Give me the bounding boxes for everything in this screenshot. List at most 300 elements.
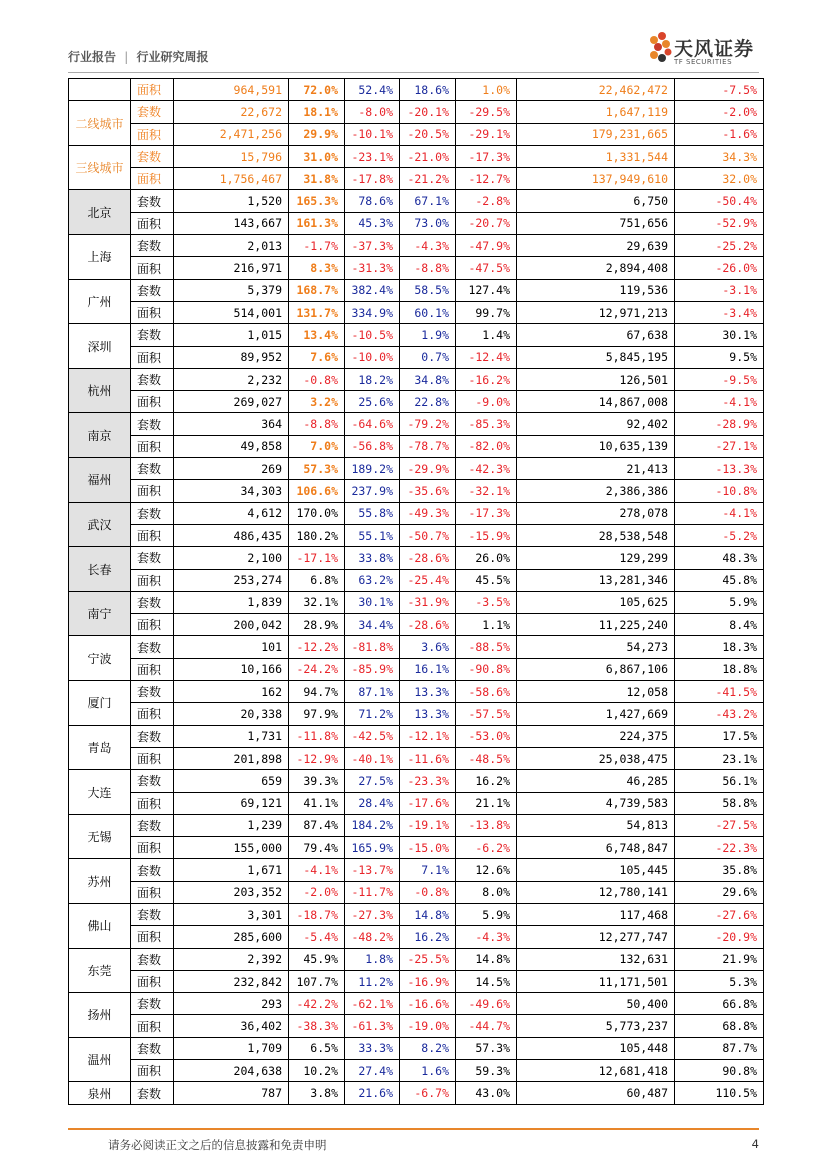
value-cell: -8.8% bbox=[400, 257, 456, 279]
value-cell: -12.4% bbox=[456, 346, 517, 368]
value-cell: -21.2% bbox=[400, 168, 456, 190]
value-cell: 1,520 bbox=[174, 190, 289, 212]
value-cell: 58.8% bbox=[675, 792, 764, 814]
value-cell: -47.9% bbox=[456, 235, 517, 257]
city-name-cell: 武汉 bbox=[69, 502, 131, 547]
value-cell: 50,400 bbox=[517, 993, 675, 1015]
value-cell: 18.1% bbox=[289, 101, 345, 123]
metric-cell: 套数 bbox=[131, 235, 174, 257]
value-cell: 5,773,237 bbox=[517, 1015, 675, 1037]
value-cell: 204,638 bbox=[174, 1060, 289, 1082]
value-cell: 31.0% bbox=[289, 145, 345, 167]
metric-cell: 面积 bbox=[131, 1060, 174, 1082]
value-cell: 105,448 bbox=[517, 1037, 675, 1059]
value-cell: -78.7% bbox=[400, 435, 456, 457]
value-cell: 92,402 bbox=[517, 413, 675, 435]
value-cell: 4,739,583 bbox=[517, 792, 675, 814]
value-cell: 63.2% bbox=[345, 569, 400, 591]
value-cell: 3.6% bbox=[400, 636, 456, 658]
value-cell: -53.0% bbox=[456, 725, 517, 747]
logo-name: 天风证券 bbox=[674, 38, 755, 60]
metric-cell: 套数 bbox=[131, 145, 174, 167]
value-cell: 7.0% bbox=[289, 435, 345, 457]
value-cell: 232,842 bbox=[174, 970, 289, 992]
value-cell: 16.2% bbox=[456, 770, 517, 792]
metric-cell: 面积 bbox=[131, 837, 174, 859]
value-cell: 8.3% bbox=[289, 257, 345, 279]
metric-cell: 面积 bbox=[131, 569, 174, 591]
value-cell: 137,949,610 bbox=[517, 168, 675, 190]
value-cell: -2.0% bbox=[675, 101, 764, 123]
value-cell: -19.1% bbox=[400, 814, 456, 836]
value-cell: 127.4% bbox=[456, 279, 517, 301]
value-cell: 659 bbox=[174, 770, 289, 792]
metric-cell: 套数 bbox=[131, 368, 174, 390]
metric-cell: 面积 bbox=[131, 747, 174, 769]
value-cell: -25.2% bbox=[675, 235, 764, 257]
value-cell: 33.8% bbox=[345, 547, 400, 569]
value-cell: -5.4% bbox=[289, 926, 345, 948]
city-name-cell: 南京 bbox=[69, 413, 131, 458]
value-cell: 1,331,544 bbox=[517, 145, 675, 167]
value-cell: -9.0% bbox=[456, 391, 517, 413]
value-cell: 293 bbox=[174, 993, 289, 1015]
city-name-cell: 长春 bbox=[69, 547, 131, 592]
value-cell: -85.9% bbox=[345, 658, 400, 680]
value-cell: 486,435 bbox=[174, 524, 289, 546]
value-cell: 22.8% bbox=[400, 391, 456, 413]
city-name-cell: 深圳 bbox=[69, 324, 131, 369]
value-cell: 21.9% bbox=[675, 948, 764, 970]
value-cell: 27.4% bbox=[345, 1060, 400, 1082]
value-cell: 7.6% bbox=[289, 346, 345, 368]
value-cell: 12,277,747 bbox=[517, 926, 675, 948]
metric-cell: 面积 bbox=[131, 1015, 174, 1037]
table-row bbox=[69, 747, 764, 769]
value-cell: 132,631 bbox=[517, 948, 675, 970]
value-cell: 56.1% bbox=[675, 770, 764, 792]
value-cell: -16.9% bbox=[400, 970, 456, 992]
value-cell: 20,338 bbox=[174, 703, 289, 725]
value-cell: -17.8% bbox=[345, 168, 400, 190]
value-cell: 45.3% bbox=[345, 212, 400, 234]
value-cell: 10,166 bbox=[174, 658, 289, 680]
city-sales-table bbox=[68, 78, 764, 1105]
value-cell: -0.8% bbox=[400, 881, 456, 903]
metric-cell: 套数 bbox=[131, 903, 174, 925]
value-cell: 90.8% bbox=[675, 1060, 764, 1082]
table-row bbox=[69, 235, 764, 257]
metric-cell: 面积 bbox=[131, 658, 174, 680]
value-cell: 18.8% bbox=[675, 658, 764, 680]
value-cell: -23.1% bbox=[345, 145, 400, 167]
value-cell: 105,445 bbox=[517, 859, 675, 881]
value-cell: 5.9% bbox=[456, 903, 517, 925]
value-cell: -29.5% bbox=[456, 101, 517, 123]
city-name-cell: 温州 bbox=[69, 1037, 131, 1082]
city-name-cell: 杭州 bbox=[69, 368, 131, 413]
table-row bbox=[69, 1037, 764, 1059]
metric-cell: 套数 bbox=[131, 636, 174, 658]
metric-cell: 面积 bbox=[131, 301, 174, 323]
value-cell: -10.1% bbox=[345, 123, 400, 145]
table-row bbox=[69, 346, 764, 368]
city-name-cell: 厦门 bbox=[69, 681, 131, 726]
value-cell: 22,672 bbox=[174, 101, 289, 123]
value-cell: 79.4% bbox=[289, 837, 345, 859]
value-cell: 54,813 bbox=[517, 814, 675, 836]
table-row bbox=[69, 970, 764, 992]
value-cell: 269 bbox=[174, 458, 289, 480]
value-cell: 1.4% bbox=[456, 324, 517, 346]
value-cell: -35.6% bbox=[400, 480, 456, 502]
table-row bbox=[69, 636, 764, 658]
metric-cell: 套数 bbox=[131, 1082, 174, 1104]
metric-cell: 套数 bbox=[131, 413, 174, 435]
value-cell: -13.7% bbox=[345, 859, 400, 881]
value-cell: -31.9% bbox=[400, 591, 456, 613]
table-row bbox=[69, 480, 764, 502]
table-body bbox=[69, 79, 764, 1105]
value-cell: -49.3% bbox=[400, 502, 456, 524]
value-cell: -8.0% bbox=[345, 101, 400, 123]
value-cell: 5,379 bbox=[174, 279, 289, 301]
value-cell: 1,239 bbox=[174, 814, 289, 836]
value-cell: 143,667 bbox=[174, 212, 289, 234]
value-cell: 6,867,106 bbox=[517, 658, 675, 680]
metric-cell: 套数 bbox=[131, 591, 174, 613]
value-cell: 787 bbox=[174, 1082, 289, 1104]
value-cell: 12,058 bbox=[517, 681, 675, 703]
value-cell: -44.7% bbox=[456, 1015, 517, 1037]
table-row bbox=[69, 324, 764, 346]
value-cell: 25,038,475 bbox=[517, 747, 675, 769]
value-cell: -27.5% bbox=[675, 814, 764, 836]
metric-cell: 面积 bbox=[131, 346, 174, 368]
value-cell: -12.1% bbox=[400, 725, 456, 747]
value-cell: 751,656 bbox=[517, 212, 675, 234]
value-cell: 34,303 bbox=[174, 480, 289, 502]
footer-disclaimer: 请务必阅读正文之后的信息披露和免责申明 bbox=[108, 1138, 327, 1152]
value-cell: 3.2% bbox=[289, 391, 345, 413]
value-cell: -17.6% bbox=[400, 792, 456, 814]
value-cell: 32.0% bbox=[675, 168, 764, 190]
city-name-cell: 青岛 bbox=[69, 725, 131, 770]
value-cell: 23.1% bbox=[675, 747, 764, 769]
value-cell: 8.4% bbox=[675, 614, 764, 636]
value-cell: 514,001 bbox=[174, 301, 289, 323]
metric-cell: 套数 bbox=[131, 502, 174, 524]
value-cell: 18.6% bbox=[400, 79, 456, 101]
value-cell: 97.9% bbox=[289, 703, 345, 725]
value-cell: -15.9% bbox=[456, 524, 517, 546]
table-row bbox=[69, 993, 764, 1015]
value-cell: -4.3% bbox=[456, 926, 517, 948]
value-cell: -37.3% bbox=[345, 235, 400, 257]
value-cell: 179,231,665 bbox=[517, 123, 675, 145]
value-cell: 34.8% bbox=[400, 368, 456, 390]
value-cell: 14.8% bbox=[400, 903, 456, 925]
table-row bbox=[69, 524, 764, 546]
value-cell: 30.1% bbox=[345, 591, 400, 613]
value-cell: 0.7% bbox=[400, 346, 456, 368]
table-row bbox=[69, 458, 764, 480]
value-cell: 285,600 bbox=[174, 926, 289, 948]
table-row bbox=[69, 279, 764, 301]
value-cell: 1.1% bbox=[456, 614, 517, 636]
value-cell: 58.5% bbox=[400, 279, 456, 301]
value-cell: 30.1% bbox=[675, 324, 764, 346]
value-cell: -16.6% bbox=[400, 993, 456, 1015]
value-cell: -24.2% bbox=[289, 658, 345, 680]
metric-cell: 面积 bbox=[131, 614, 174, 636]
value-cell: 29.9% bbox=[289, 123, 345, 145]
header-series: 行业研究周报 bbox=[136, 50, 209, 64]
value-cell: 55.1% bbox=[345, 524, 400, 546]
value-cell: 1,671 bbox=[174, 859, 289, 881]
value-cell: 66.8% bbox=[675, 993, 764, 1015]
value-cell: 78.6% bbox=[345, 190, 400, 212]
value-cell: 13.4% bbox=[289, 324, 345, 346]
metric-cell: 套数 bbox=[131, 859, 174, 881]
value-cell: -10.5% bbox=[345, 324, 400, 346]
table-row bbox=[69, 948, 764, 970]
value-cell: 25.6% bbox=[345, 391, 400, 413]
header-separator: | bbox=[124, 50, 129, 64]
value-cell: -31.3% bbox=[345, 257, 400, 279]
value-cell: -12.9% bbox=[289, 747, 345, 769]
value-cell: 165.3% bbox=[289, 190, 345, 212]
value-cell: 14,867,008 bbox=[517, 391, 675, 413]
value-cell: 13.3% bbox=[400, 681, 456, 703]
value-cell: 189.2% bbox=[345, 458, 400, 480]
value-cell: 201,898 bbox=[174, 747, 289, 769]
value-cell: -4.1% bbox=[675, 391, 764, 413]
report-header bbox=[68, 48, 208, 65]
city-name-cell: 大连 bbox=[69, 770, 131, 815]
value-cell: -1.7% bbox=[289, 235, 345, 257]
value-cell: 45.5% bbox=[456, 569, 517, 591]
table-row bbox=[69, 502, 764, 524]
value-cell: 73.0% bbox=[400, 212, 456, 234]
value-cell: -19.0% bbox=[400, 1015, 456, 1037]
value-cell: -3.5% bbox=[456, 591, 517, 613]
table-row bbox=[69, 257, 764, 279]
city-name-cell: 无锡 bbox=[69, 814, 131, 859]
city-name-cell: 三线城市 bbox=[69, 145, 131, 190]
metric-cell: 套数 bbox=[131, 279, 174, 301]
city-name-cell: 宁波 bbox=[69, 636, 131, 681]
value-cell: 119,536 bbox=[517, 279, 675, 301]
value-cell: -0.8% bbox=[289, 368, 345, 390]
value-cell: -50.4% bbox=[675, 190, 764, 212]
value-cell: -43.2% bbox=[675, 703, 764, 725]
value-cell: -4.3% bbox=[400, 235, 456, 257]
value-cell: 60.1% bbox=[400, 301, 456, 323]
value-cell: -10.0% bbox=[345, 346, 400, 368]
metric-cell: 套数 bbox=[131, 948, 174, 970]
value-cell: -16.2% bbox=[456, 368, 517, 390]
value-cell: 9.5% bbox=[675, 346, 764, 368]
metric-cell: 套数 bbox=[131, 547, 174, 569]
table-row bbox=[69, 591, 764, 613]
city-name-cell: 扬州 bbox=[69, 993, 131, 1038]
value-cell: -20.1% bbox=[400, 101, 456, 123]
value-cell: -2.0% bbox=[289, 881, 345, 903]
value-cell: 22,462,472 bbox=[517, 79, 675, 101]
value-cell: -6.7% bbox=[400, 1082, 456, 1104]
metric-cell: 套数 bbox=[131, 681, 174, 703]
value-cell: 41.1% bbox=[289, 792, 345, 814]
city-name-cell: 上海 bbox=[69, 235, 131, 280]
header-category: 行业报告 bbox=[68, 50, 117, 64]
value-cell: -17.3% bbox=[456, 145, 517, 167]
value-cell: 39.3% bbox=[289, 770, 345, 792]
value-cell: 180.2% bbox=[289, 524, 345, 546]
value-cell: 11.2% bbox=[345, 970, 400, 992]
value-cell: 21,413 bbox=[517, 458, 675, 480]
value-cell: 29,639 bbox=[517, 235, 675, 257]
value-cell: 3,301 bbox=[174, 903, 289, 925]
value-cell: 72.0% bbox=[289, 79, 345, 101]
value-cell: 21.6% bbox=[345, 1082, 400, 1104]
value-cell: 168.7% bbox=[289, 279, 345, 301]
value-cell: 1,839 bbox=[174, 591, 289, 613]
value-cell: 2,392 bbox=[174, 948, 289, 970]
value-cell: -6.2% bbox=[456, 837, 517, 859]
metric-cell: 面积 bbox=[131, 926, 174, 948]
value-cell: 1.9% bbox=[400, 324, 456, 346]
value-cell: -5.2% bbox=[675, 524, 764, 546]
metric-cell: 面积 bbox=[131, 703, 174, 725]
table-row bbox=[69, 569, 764, 591]
table-row bbox=[69, 681, 764, 703]
value-cell: 5.9% bbox=[675, 591, 764, 613]
value-cell: 68.8% bbox=[675, 1015, 764, 1037]
table-row bbox=[69, 168, 764, 190]
value-cell: -81.8% bbox=[345, 636, 400, 658]
value-cell: 43.0% bbox=[456, 1082, 517, 1104]
value-cell: 101 bbox=[174, 636, 289, 658]
table-row bbox=[69, 391, 764, 413]
value-cell: -28.9% bbox=[675, 413, 764, 435]
value-cell: -62.1% bbox=[345, 993, 400, 1015]
value-cell: -82.0% bbox=[456, 435, 517, 457]
metric-cell: 套数 bbox=[131, 814, 174, 836]
table-row bbox=[69, 926, 764, 948]
metric-cell: 面积 bbox=[131, 881, 174, 903]
value-cell: -18.7% bbox=[289, 903, 345, 925]
value-cell: 99.7% bbox=[456, 301, 517, 323]
value-cell: -40.1% bbox=[345, 747, 400, 769]
value-cell: 14.8% bbox=[456, 948, 517, 970]
metric-cell: 面积 bbox=[131, 435, 174, 457]
value-cell: -3.4% bbox=[675, 301, 764, 323]
value-cell: 382.4% bbox=[345, 279, 400, 301]
value-cell: 26.0% bbox=[456, 547, 517, 569]
value-cell: 110.5% bbox=[675, 1082, 764, 1104]
value-cell: 87.1% bbox=[345, 681, 400, 703]
metric-cell: 面积 bbox=[131, 212, 174, 234]
value-cell: 1.8% bbox=[345, 948, 400, 970]
value-cell: 59.3% bbox=[456, 1060, 517, 1082]
value-cell: 12,681,418 bbox=[517, 1060, 675, 1082]
metric-cell: 套数 bbox=[131, 770, 174, 792]
value-cell: 165.9% bbox=[345, 837, 400, 859]
value-cell: 16.1% bbox=[400, 658, 456, 680]
value-cell: 216,971 bbox=[174, 257, 289, 279]
value-cell: 4,612 bbox=[174, 502, 289, 524]
value-cell: 13.3% bbox=[400, 703, 456, 725]
value-cell: 2,232 bbox=[174, 368, 289, 390]
value-cell: 49,858 bbox=[174, 435, 289, 457]
metric-cell: 面积 bbox=[131, 79, 174, 101]
table-row bbox=[69, 368, 764, 390]
value-cell: 21.1% bbox=[456, 792, 517, 814]
value-cell: 1,427,669 bbox=[517, 703, 675, 725]
table-row bbox=[69, 658, 764, 680]
value-cell: 2,894,408 bbox=[517, 257, 675, 279]
value-cell: -29.1% bbox=[456, 123, 517, 145]
value-cell: 117,468 bbox=[517, 903, 675, 925]
value-cell: -8.8% bbox=[289, 413, 345, 435]
value-cell: 3.8% bbox=[289, 1082, 345, 1104]
metric-cell: 面积 bbox=[131, 123, 174, 145]
table-row bbox=[69, 413, 764, 435]
value-cell: -42.5% bbox=[345, 725, 400, 747]
value-cell: 67.1% bbox=[400, 190, 456, 212]
table-row bbox=[69, 903, 764, 925]
value-cell: 131.7% bbox=[289, 301, 345, 323]
value-cell: 1,756,467 bbox=[174, 168, 289, 190]
value-cell: -12.2% bbox=[289, 636, 345, 658]
value-cell: 32.1% bbox=[289, 591, 345, 613]
value-cell: 45.9% bbox=[289, 948, 345, 970]
value-cell: 87.7% bbox=[675, 1037, 764, 1059]
metric-cell: 面积 bbox=[131, 480, 174, 502]
value-cell: -17.3% bbox=[456, 502, 517, 524]
table-row bbox=[69, 792, 764, 814]
value-cell: -20.5% bbox=[400, 123, 456, 145]
table-row bbox=[69, 547, 764, 569]
value-cell: 18.2% bbox=[345, 368, 400, 390]
value-cell: 2,100 bbox=[174, 547, 289, 569]
value-cell: -25.5% bbox=[400, 948, 456, 970]
value-cell: 7.1% bbox=[400, 859, 456, 881]
value-cell: 253,274 bbox=[174, 569, 289, 591]
value-cell: -1.6% bbox=[675, 123, 764, 145]
value-cell: 11,171,501 bbox=[517, 970, 675, 992]
value-cell: 14.5% bbox=[456, 970, 517, 992]
value-cell: 35.8% bbox=[675, 859, 764, 881]
metric-cell: 套数 bbox=[131, 190, 174, 212]
city-name-cell: 北京 bbox=[69, 190, 131, 235]
metric-cell: 面积 bbox=[131, 524, 174, 546]
value-cell: -26.0% bbox=[675, 257, 764, 279]
table-row bbox=[69, 101, 764, 123]
metric-cell: 套数 bbox=[131, 458, 174, 480]
value-cell: 1.6% bbox=[400, 1060, 456, 1082]
value-cell: -3.1% bbox=[675, 279, 764, 301]
value-cell: -47.5% bbox=[456, 257, 517, 279]
value-cell: 10,635,139 bbox=[517, 435, 675, 457]
logo-subtitle: TF SECURITIES bbox=[674, 58, 733, 66]
value-cell: -32.1% bbox=[456, 480, 517, 502]
value-cell: -9.5% bbox=[675, 368, 764, 390]
value-cell: 105,625 bbox=[517, 591, 675, 613]
value-cell: 129,299 bbox=[517, 547, 675, 569]
value-cell: -42.3% bbox=[456, 458, 517, 480]
